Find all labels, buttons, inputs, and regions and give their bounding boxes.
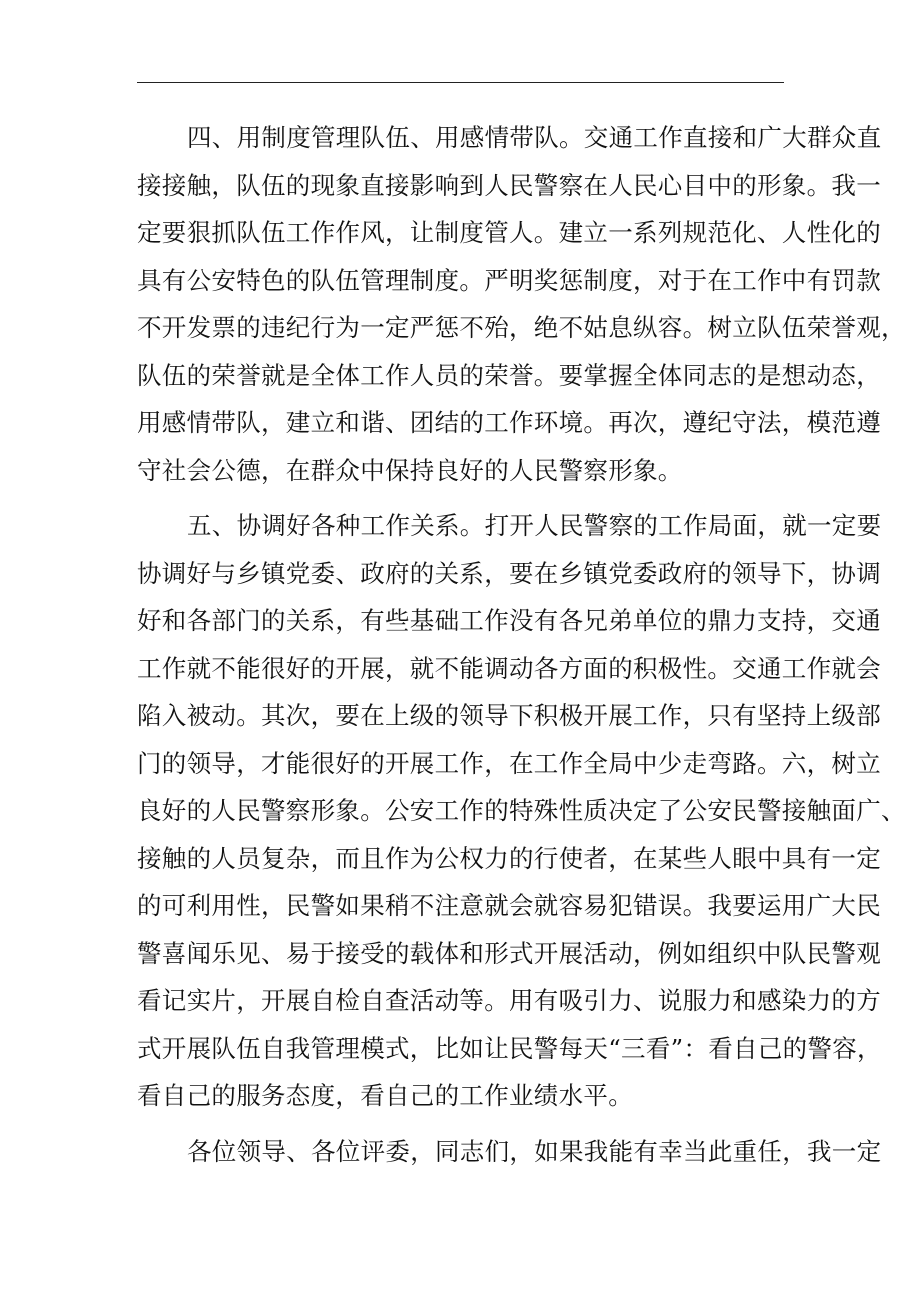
text-line: 看自己的服务态度，看自己的工作业绩水平。: [137, 1081, 633, 1110]
body-text: [137, 114, 906, 1175]
text-line: 门的领导，才能很好的开展工作，在工作全局中少走弯路。六，树立: [137, 748, 881, 778]
text-line: 接触的人员复杂，而且作为公权力的行使者，在某些人眼中具有一定: [137, 843, 881, 873]
text-line: 具有公安特色的队伍管理制度。严明奖惩制度，对于在工作中有罚款: [137, 265, 881, 295]
text-line: 四、用制度管理队伍、用感情带队。交通工作直接和广大群众直: [187, 123, 882, 152]
text-line: 良好的人民警察形象。公安工作的特殊性质决定了公安民警接触面广、: [137, 796, 906, 825]
text-line: 警喜闻乐见、易于接受的载体和形式开展活动，例如组织中队民警观: [137, 938, 881, 968]
text-line: 协调好与乡镇党委、政府的关系，要在乡镇党委政府的领导下，协调: [137, 558, 881, 588]
text-line: 的可利用性，民警如果稍不注意就会就容易犯错误。我要运用广大民: [137, 891, 881, 920]
text-line: 接接触，队伍的现象直接影响到人民警察在人民心目中的形象。我一: [137, 170, 881, 200]
text-line: 好和各部门的关系，有些基础工作没有各兄弟单位的鼎力支持，交通: [137, 606, 881, 635]
text-line: 不开发票的违纪行为一定严惩不殆，绝不姑息纵容。树立队伍荣誉观，: [137, 313, 906, 342]
text-line: 定要狠抓队伍工作作风，让制度管人。建立一系列规范化、人性化的: [137, 218, 881, 247]
text-line: 式开展队伍自我管理模式，比如让民警每天“三看”：看自己的警容，: [137, 1033, 882, 1063]
text-line: 队伍的荣誉就是全体工作人员的荣誉。要掌握全体同志的是想动态，: [137, 360, 881, 390]
text-line: 五、协调好各种工作关系。打开人民警察的工作局面，就一定要: [187, 511, 882, 540]
text-line: 陷入被动。其次，要在上级的领导下积极开展工作，只有坚持上级部: [137, 701, 881, 730]
text-line: 工作就不能很好的开展，就不能调动各方面的积极性。交通工作就会: [137, 653, 881, 683]
text-line: 看记实片，开展自检自查活动等。用有吸引力、说服力和感染力的方: [137, 986, 881, 1015]
paragraph-1: [137, 114, 906, 494]
header-rule: [137, 82, 784, 83]
text-line: 各位领导、各位评委，同志们，如果我能有幸当此重任，我一定: [187, 1136, 882, 1166]
text-line: 用感情带队，建立和谐、团结的工作环境。再次，遵纪守法，模范遵: [137, 408, 881, 437]
paragraph-2: [137, 502, 906, 1120]
paragraph-3: [137, 1128, 882, 1176]
text-line: 守社会公德，在群众中保持良好的人民警察形象。: [137, 455, 683, 485]
